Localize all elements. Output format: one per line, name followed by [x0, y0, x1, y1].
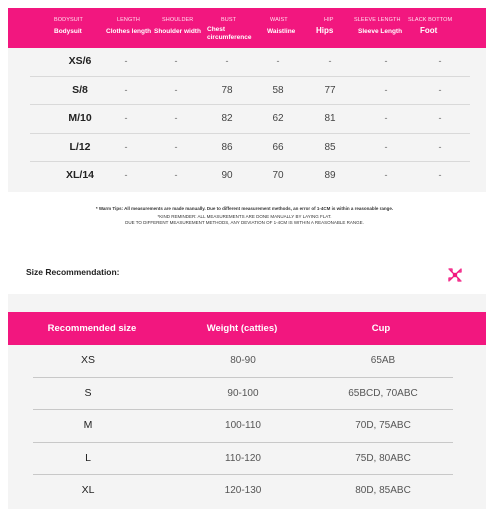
length-value: - [124, 170, 128, 180]
header-label: Sleeve Length [358, 28, 403, 35]
table-row [33, 378, 453, 411]
waist-value: 70 [272, 170, 284, 181]
recommended-size-value: XS [80, 354, 95, 366]
waist-value: 58 [272, 84, 284, 96]
table-row [30, 77, 470, 106]
hip-value: 81 [324, 113, 336, 124]
recommended-size-value: XL [81, 484, 95, 497]
recommended-size-value: M [83, 419, 93, 432]
header-label-en: SHOULDER [162, 17, 194, 23]
size-label: M/10 [68, 112, 92, 124]
bottom-value: - [438, 84, 442, 95]
header-weight: Weight (catties) [206, 323, 278, 334]
cup-value: 75D, 80ABC [355, 452, 411, 464]
header-label-en: BUST [221, 17, 237, 23]
header-label: Bodysuit [54, 28, 82, 35]
weight-value: 80-90 [230, 355, 256, 366]
table-row [30, 48, 470, 77]
recommended-size-value: S [84, 386, 92, 399]
size-chart-header [8, 8, 486, 48]
table-row [33, 410, 453, 443]
shoulder-value: - [174, 84, 178, 95]
header-label: Foot [420, 26, 438, 35]
waist-value: 62 [272, 113, 284, 124]
hip-value: 85 [324, 141, 336, 153]
hip-value: - [328, 56, 332, 66]
recommendation-body [33, 345, 453, 507]
size-label: S/8 [72, 83, 88, 96]
waist-value: 66 [272, 141, 284, 153]
cup-value: 65BCD, 70ABC [348, 387, 418, 399]
size-chart-body [30, 48, 470, 190]
header-cup: Cup [371, 323, 391, 334]
bust-value: 86 [221, 141, 233, 153]
header-label: Waistline [267, 28, 296, 35]
cup-value: 70D, 75ABC [355, 420, 411, 432]
bottom-value: - [438, 56, 442, 66]
weight-value: 100-110 [225, 420, 261, 432]
hip-value: 77 [324, 84, 336, 96]
length-value: - [124, 113, 128, 123]
measuring-tool-icon [446, 266, 464, 284]
header-recommended-size: Recommended size [47, 323, 137, 334]
sleeve-value: - [384, 84, 388, 95]
header-label-en: LENGTH [117, 17, 140, 23]
weight-value: 110-120 [225, 452, 261, 464]
sleeve-value: - [384, 141, 388, 152]
sleeve-value: - [384, 56, 388, 66]
header-label: Clothes length [106, 28, 152, 35]
size-label: L/12 [69, 140, 91, 153]
shoulder-value: - [174, 141, 178, 152]
shoulder-value: - [174, 56, 178, 66]
shoulder-value: - [174, 113, 178, 123]
table-row [30, 162, 470, 190]
header-label: Shoulder width [154, 28, 201, 35]
cup-value: 80D, 85ABC [355, 485, 411, 497]
header-label: Hips [316, 26, 334, 35]
header-label-en: SLACK BOTTOM [408, 17, 453, 23]
header-label-en: HIP [324, 17, 334, 23]
recommendation-header [8, 312, 486, 345]
weight-value: 90-100 [227, 387, 259, 399]
bottom-value: - [438, 113, 442, 123]
bust-value: - [225, 56, 229, 66]
bust-value: 82 [221, 113, 233, 124]
kind-reminder-note: *KIND REMINDER: ALL MEASUREMENTS ARE DONE MANUALLY BY LAYING FLAT. [157, 214, 332, 219]
table-row [30, 134, 470, 163]
table-row [33, 345, 453, 378]
header-label-en: WAIST [270, 17, 288, 23]
length-value: - [124, 56, 128, 66]
cup-value: 65AB [370, 355, 396, 366]
bottom-value: - [438, 141, 442, 152]
size-label: XL/14 [65, 169, 94, 181]
header-label: Chest circumference [207, 26, 252, 41]
bust-value: 78 [221, 84, 233, 96]
sleeve-value: - [384, 170, 388, 180]
measurement-notes [0, 206, 489, 226]
weight-value: 120-130 [224, 485, 262, 497]
size-recommendation-table [8, 294, 486, 509]
table-row [33, 443, 453, 476]
bust-value: 90 [221, 170, 233, 181]
length-value: - [124, 84, 128, 95]
header-label-en: SLEEVE LENGTH [354, 17, 401, 23]
waist-value: - [276, 56, 280, 66]
table-row [33, 475, 453, 507]
hip-value: 89 [324, 170, 336, 181]
bottom-value: - [438, 170, 442, 180]
size-chart-table [8, 8, 486, 192]
length-value: - [124, 141, 128, 152]
warm-tip-note: * Warm Tips: All measurements are made manually. Due to different measurement methods, an error of 1-4CM is within a reasonable range. [95, 206, 394, 211]
size-label: XS/6 [68, 55, 92, 67]
size-recommendation-title: Size Recommendation: [26, 267, 120, 277]
table-row [30, 105, 470, 134]
shoulder-value: - [174, 170, 178, 180]
recommended-size-value: L [85, 451, 91, 464]
sleeve-value: - [384, 113, 388, 123]
header-label-en: BODYSUIT [54, 17, 83, 23]
deviation-note: DUE TO DIFFERENT MEASUREMENT METHODS, ANY DEVIATION OF 1-4CM IS WITHIN A REASONABLE RANGE. [125, 220, 364, 225]
